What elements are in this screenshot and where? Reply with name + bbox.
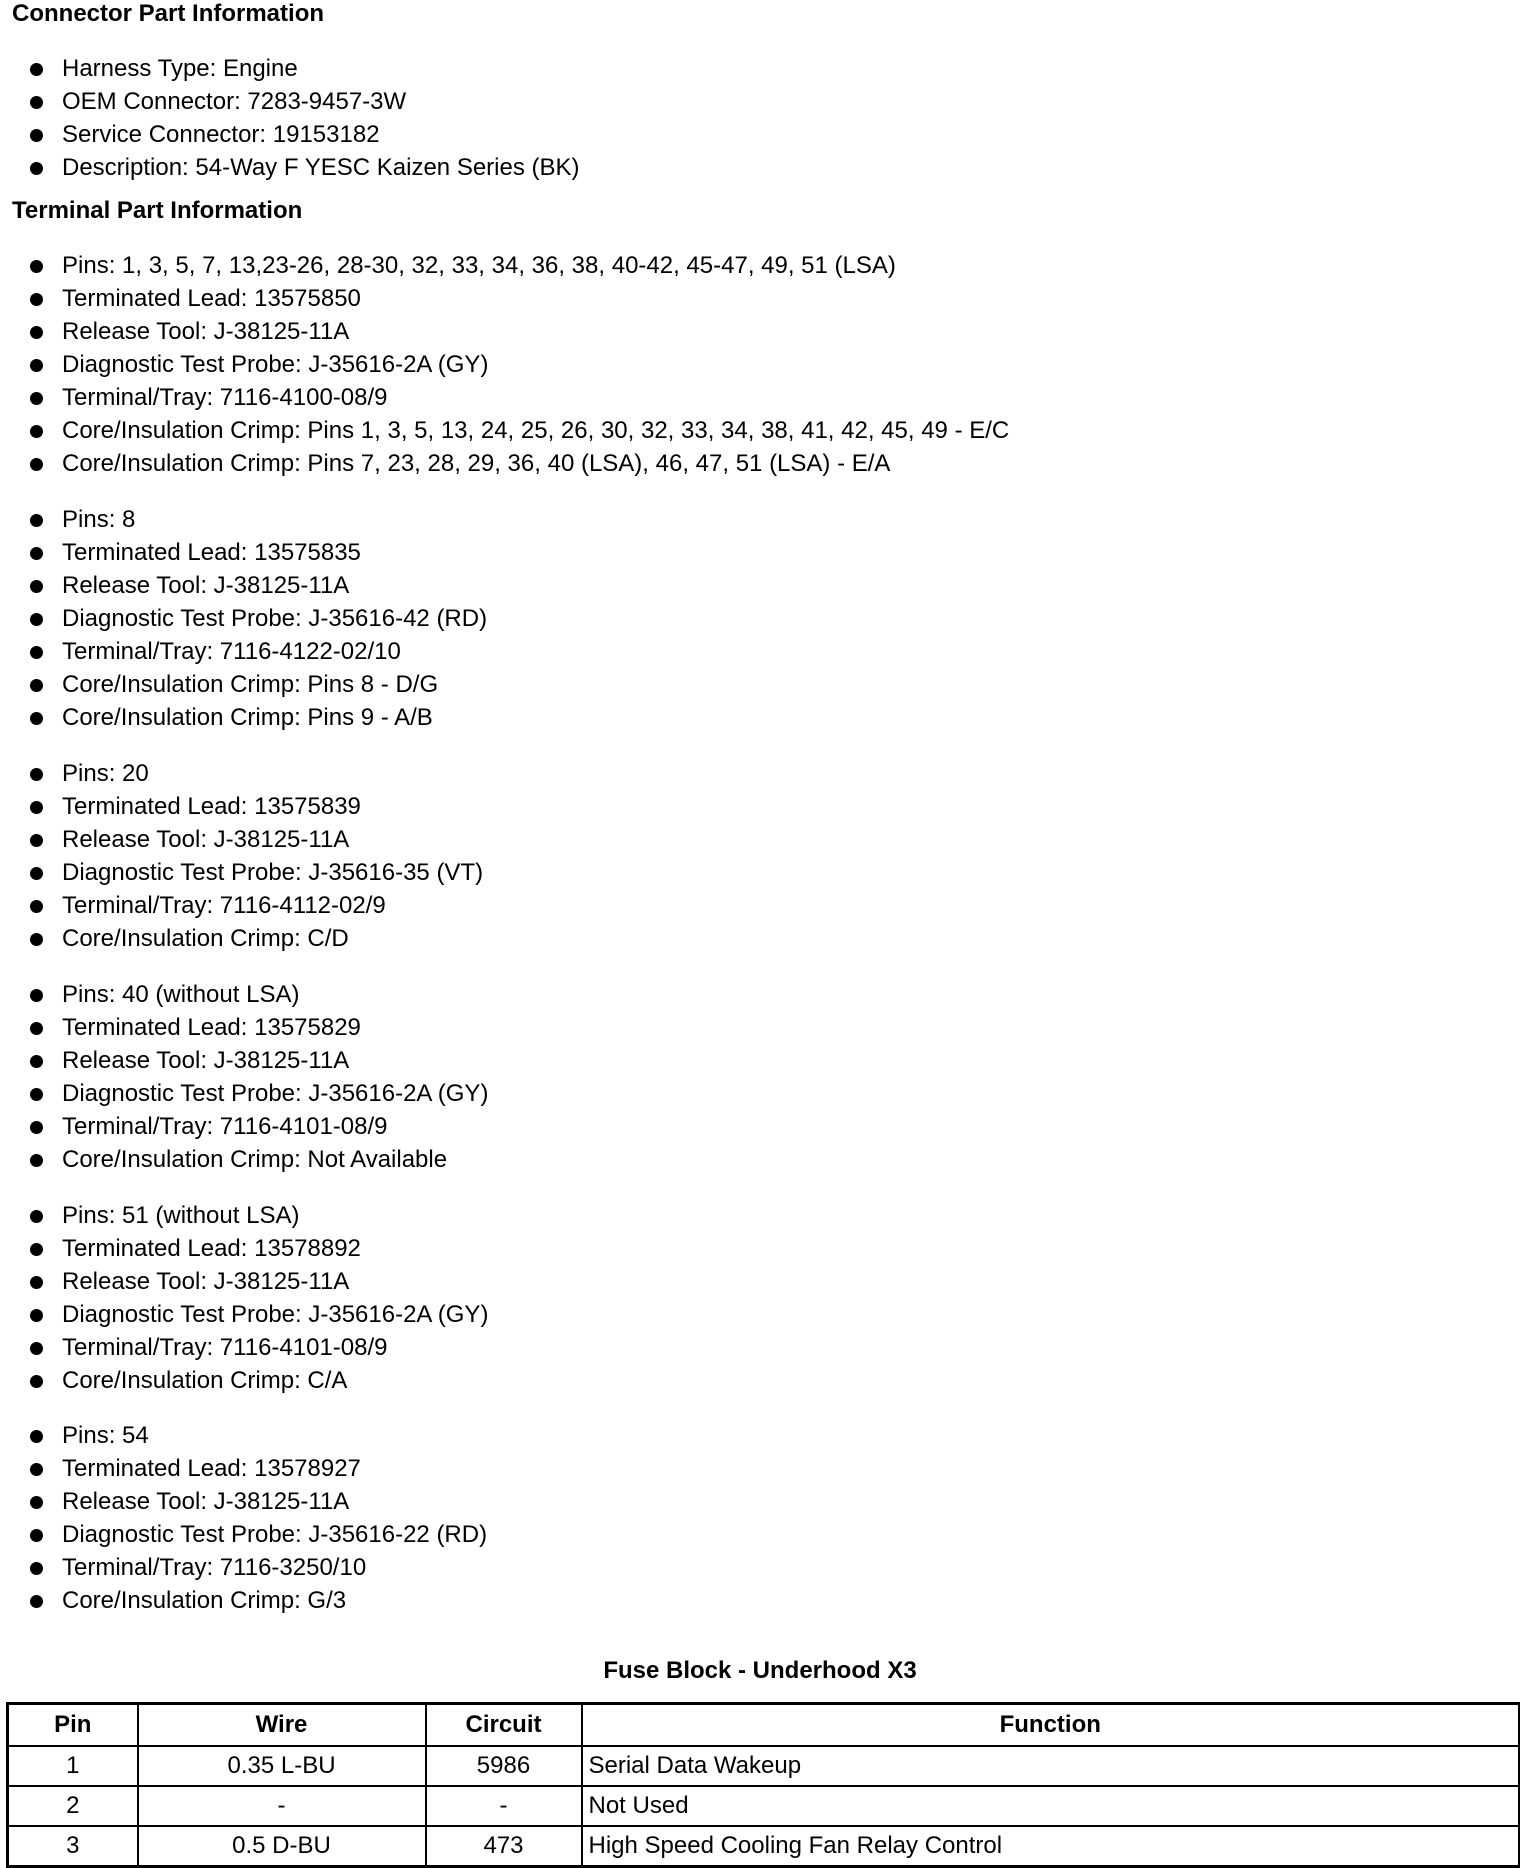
list-item [0, 1199, 488, 1232]
list-item [0, 1485, 487, 1518]
bullet-icon [30, 1154, 43, 1167]
list-item-text: Pins: 20 [62, 760, 149, 787]
list-item-text: Core/Insulation Crimp: Pins 8 - D/G [62, 671, 439, 698]
bullet-icon [30, 1375, 43, 1388]
bullet-icon [30, 1088, 43, 1101]
column-header-function: Function [582, 1704, 1520, 1747]
list-item [0, 1518, 487, 1551]
list-item [0, 1044, 488, 1077]
wire-cell: - [138, 1786, 426, 1826]
table-header-row [8, 1704, 1520, 1747]
list-item [0, 536, 487, 569]
column-header-pin: Pin [8, 1704, 138, 1747]
wire-cell: 0.5 D-BU [138, 1826, 426, 1867]
bullet-icon [30, 1243, 43, 1256]
list-item [0, 348, 1009, 381]
bullet-icon [30, 514, 43, 527]
list-item-text: Diagnostic Test Probe: J-35616-42 (RD) [62, 605, 488, 632]
list-item-text: Pins: 54 [62, 1422, 149, 1449]
list-item [0, 381, 1009, 414]
bullet-icon [30, 1463, 43, 1476]
function-cell: Not Used [582, 1786, 1520, 1826]
terminal-group-3 [0, 757, 483, 955]
list-item [0, 922, 483, 955]
list-item-text: Pins: 1, 3, 5, 7, 13,23-26, 28-30, 32, 33, 34, 36, 38, 40-42, 45-47, 49, 51 (LSA) [62, 252, 896, 279]
list-item [0, 1232, 488, 1265]
list-item-text: OEM Connector: 7283-9457-3W [62, 88, 407, 115]
pin-cell: 2 [8, 1786, 138, 1826]
pin-cell: 3 [8, 1826, 138, 1867]
list-item-text: Core/Insulation Crimp: Not Available [62, 1146, 448, 1173]
list-item-text: Terminal/Tray: 7116-4101-08/9 [62, 1113, 388, 1140]
list-item [0, 1364, 488, 1397]
list-item-text: Terminal/Tray: 7116-3250/10 [62, 1554, 367, 1581]
list-item-text: Release Tool: J-38125-11A [62, 318, 350, 345]
bullet-icon [30, 1342, 43, 1355]
list-item [0, 1265, 488, 1298]
list-item-text: Release Tool: J-38125-11A [62, 1268, 350, 1295]
list-item-text: Terminated Lead: 13575850 [62, 285, 361, 312]
list-item-text: Terminal/Tray: 7116-4112-02/9 [62, 892, 386, 919]
bullet-icon [30, 1121, 43, 1134]
list-item-text: Terminated Lead: 13575829 [62, 1014, 361, 1041]
list-item-text: Diagnostic Test Probe: J-35616-2A (GY) [62, 351, 489, 378]
list-item-text: Terminated Lead: 13575835 [62, 539, 361, 566]
list-item [0, 569, 487, 602]
list-item-text: Release Tool: J-38125-11A [62, 1488, 350, 1515]
list-item [0, 447, 1009, 480]
list-item [0, 1419, 487, 1452]
table-row [8, 1786, 1520, 1826]
bullet-icon [30, 1210, 43, 1223]
list-item [0, 249, 1009, 282]
bullet-icon [30, 1562, 43, 1575]
list-item [0, 282, 1009, 315]
list-item [0, 790, 483, 823]
list-item-text: Core/Insulation Crimp: Pins 9 - A/B [62, 704, 433, 731]
list-item [0, 889, 483, 922]
list-item-text: Diagnostic Test Probe: J-35616-35 (VT) [62, 859, 484, 886]
wire-cell: 0.35 L-BU [138, 1746, 426, 1786]
list-item [0, 602, 487, 635]
list-item-text: Description: 54-Way F YESC Kaizen Series (BK) [62, 154, 580, 181]
list-item-text: Release Tool: J-38125-11A [62, 826, 350, 853]
bullet-icon [30, 867, 43, 880]
list-item-text: Terminated Lead: 13578892 [62, 1235, 361, 1262]
connector-heading: Connector Part Information [12, 0, 325, 27]
function-cell: High Speed Cooling Fan Relay Control [582, 1826, 1520, 1867]
list-item-text: Diagnostic Test Probe: J-35616-22 (RD) [62, 1521, 488, 1548]
terminal-group-6 [0, 1419, 487, 1617]
list-item [0, 1110, 488, 1143]
list-item [0, 85, 580, 118]
list-item [0, 1452, 487, 1485]
terminal-group-1 [0, 249, 1009, 480]
list-item-text: Core/Insulation Crimp: G/3 [62, 1587, 347, 1614]
bullet-icon [30, 1595, 43, 1608]
bullet-icon [30, 801, 43, 814]
list-item [0, 1011, 488, 1044]
terminal-group-5 [0, 1199, 488, 1397]
list-item-text: Release Tool: J-38125-11A [62, 1047, 350, 1074]
list-item-text: Pins: 8 [62, 506, 136, 533]
list-item [0, 414, 1009, 447]
list-item [0, 503, 487, 536]
table-title: Fuse Block - Underhood X3 [603, 1657, 917, 1684]
bullet-icon [30, 260, 43, 273]
bullet-icon [30, 162, 43, 175]
bullet-icon [30, 1022, 43, 1035]
bullet-icon [30, 293, 43, 306]
bullet-icon [30, 392, 43, 405]
list-item [0, 701, 487, 734]
list-item-text: Diagnostic Test Probe: J-35616-2A (GY) [62, 1301, 489, 1328]
bullet-icon [30, 1309, 43, 1322]
list-item-text: Terminal/Tray: 7116-4100-08/9 [62, 384, 388, 411]
bullet-icon [30, 63, 43, 76]
table-row [8, 1826, 1520, 1867]
list-item-text: Terminated Lead: 13578927 [62, 1455, 361, 1482]
list-item-text: Pins: 40 (without LSA) [62, 981, 300, 1008]
list-item [0, 757, 483, 790]
pin-table [6, 1702, 1520, 1868]
list-item-text: Terminal/Tray: 7116-4122-02/10 [62, 638, 401, 665]
list-item [0, 118, 580, 151]
terminal-heading: Terminal Part Information [12, 197, 303, 224]
list-item-text: Core/Insulation Crimp: C/D [62, 925, 349, 952]
function-cell: Serial Data Wakeup [582, 1746, 1520, 1786]
bullet-icon [30, 900, 43, 913]
bullet-icon [30, 768, 43, 781]
bullet-icon [30, 1276, 43, 1289]
bullet-icon [30, 1529, 43, 1542]
list-item [0, 1077, 488, 1110]
column-header-circuit: Circuit [426, 1704, 582, 1747]
list-item [0, 1298, 488, 1331]
list-item-text: Terminated Lead: 13575839 [62, 793, 361, 820]
list-item [0, 823, 483, 856]
list-item-text: Release Tool: J-38125-11A [62, 572, 350, 599]
circuit-cell: 473 [426, 1826, 582, 1867]
list-item [0, 52, 580, 85]
bullet-icon [30, 458, 43, 471]
list-item [0, 1331, 488, 1364]
list-item [0, 1584, 487, 1617]
table-row [8, 1746, 1520, 1786]
list-item [0, 856, 483, 889]
list-item [0, 668, 487, 701]
bullet-icon [30, 425, 43, 438]
terminal-group-4 [0, 978, 488, 1176]
list-item-text: Core/Insulation Crimp: C/A [62, 1367, 348, 1394]
pin-cell: 1 [8, 1746, 138, 1786]
bullet-icon [30, 1430, 43, 1443]
list-item-text: Terminal/Tray: 7116-4101-08/9 [62, 1334, 388, 1361]
list-item-text: Harness Type: Engine [62, 55, 298, 82]
circuit-cell: 5986 [426, 1746, 582, 1786]
bullet-icon [30, 989, 43, 1002]
bullet-icon [30, 359, 43, 372]
bullet-icon [30, 326, 43, 339]
bullet-icon [30, 1055, 43, 1068]
bullet-icon [30, 712, 43, 725]
column-header-wire: Wire [138, 1704, 426, 1747]
bullet-icon [30, 129, 43, 142]
bullet-icon [30, 547, 43, 560]
bullet-icon [30, 834, 43, 847]
bullet-icon [30, 96, 43, 109]
terminal-group-2 [0, 503, 487, 734]
bullet-icon [30, 580, 43, 593]
bullet-icon [30, 933, 43, 946]
circuit-cell: - [426, 1786, 582, 1826]
list-item-text: Pins: 51 (without LSA) [62, 1202, 300, 1229]
list-item-text: Diagnostic Test Probe: J-35616-2A (GY) [62, 1080, 489, 1107]
list-item [0, 151, 580, 184]
list-item-text: Service Connector: 19153182 [62, 121, 380, 148]
list-item [0, 1551, 487, 1584]
bullet-icon [30, 613, 43, 626]
list-item-text: Core/Insulation Crimp: Pins 1, 3, 5, 13, 24, 25, 26, 30, 32, 33, 34, 38, 41, 42, 45, 49 - E/C [62, 417, 1010, 444]
connector-list [0, 52, 580, 184]
list-item [0, 635, 487, 668]
list-item [0, 978, 488, 1011]
bullet-icon [30, 646, 43, 659]
bullet-icon [30, 1496, 43, 1509]
list-item-text: Core/Insulation Crimp: Pins 7, 23, 28, 29, 36, 40 (LSA), 46, 47, 51 (LSA) - E/A [62, 450, 891, 477]
list-item [0, 315, 1009, 348]
list-item [0, 1143, 488, 1176]
bullet-icon [30, 679, 43, 692]
